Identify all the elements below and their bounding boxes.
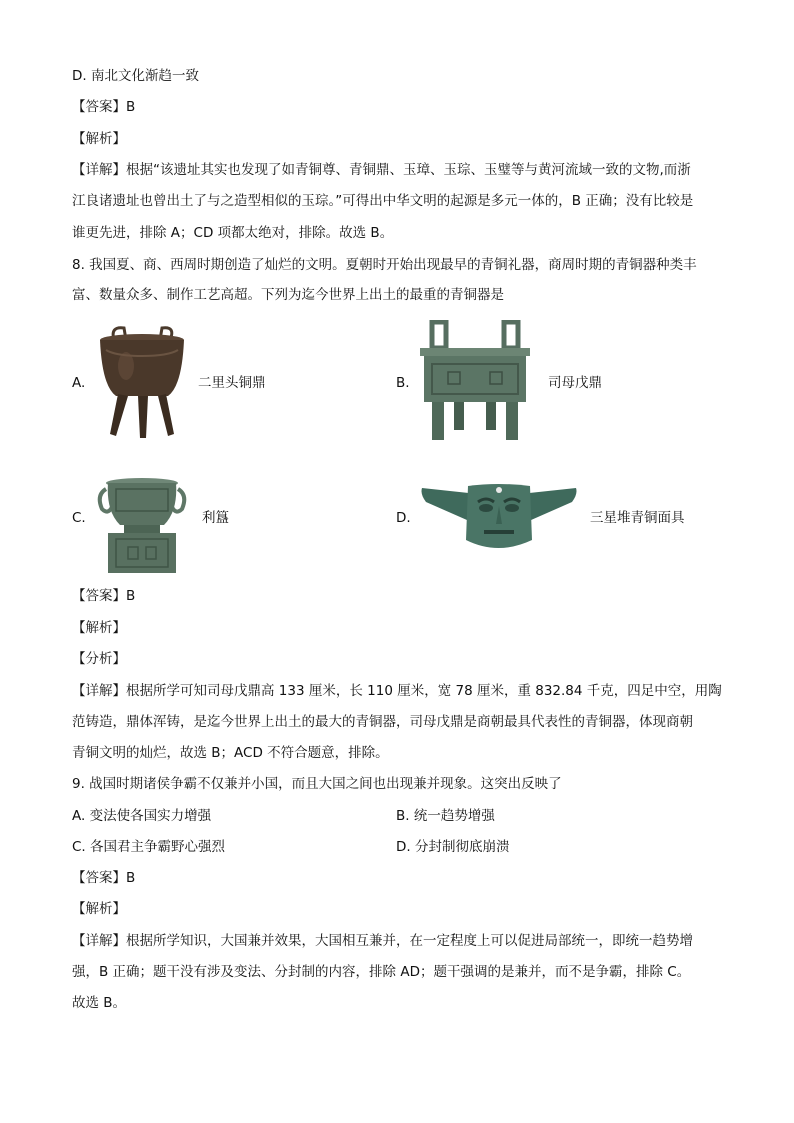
q8-option-c-caption: 利簋 (202, 510, 229, 526)
q7-analysis-label: 【解析】 (72, 131, 126, 147)
sanxingdui-mask-image (418, 480, 580, 558)
q8-stem-line-2: 富、数量众多、制作工艺高超。下列为迄今世界上出土的最重的青铜器是 (72, 287, 504, 303)
q8-option-d-caption: 三星堆青铜面具 (590, 510, 685, 526)
q8-option-d-letter: D. (396, 510, 411, 526)
simuwu-ding-image (418, 320, 532, 442)
q8-detail-line-3: 青铜文明的灿烂，故选 B；ACD 不符合题意，排除。 (72, 745, 389, 761)
erlitou-ding-image (96, 326, 188, 440)
q9-option-c: C. 各国君主争霸野心强烈 (72, 839, 226, 855)
q8-analysis-label: 【解析】 (72, 620, 126, 636)
q8-detail-line-2: 范铸造，鼎体浑铸，是迄今世界上出土的最大的青铜器，司母戊鼎是商朝最具代表性的青铜器，体现商朝 (72, 714, 693, 730)
q8-option-a-caption: 二里头铜鼎 (198, 375, 266, 391)
q9-detail-line-3: 故选 B。 (72, 995, 127, 1011)
q8-fenxi-label: 【分析】 (72, 651, 126, 667)
q8-option-b-caption: 司母戊鼎 (548, 375, 602, 391)
q7-detail-line-3: 谁更先进，排除 A；CD 项都太绝对，排除。故选 B。 (72, 225, 394, 241)
q8-detail-line-1: 【详解】根据所学可知司母戊鼎高 133 厘米，长 110 厘米，宽 78 厘米，重 832.84 千克，四足中空，用陶 (72, 683, 722, 699)
q9-option-a: A. 变法使各国实力增强 (72, 808, 212, 824)
q9-detail-line-2: 强，B 正确；题干没有涉及变法、分封制的内容，排除 AD；题干强调的是兼并，而不是争霸，排除 C。 (72, 964, 691, 980)
ligui-image (94, 475, 190, 575)
q9-option-b: B. 统一趋势增强 (396, 808, 495, 824)
q7-answer: 【答案】B (72, 99, 136, 115)
q7-detail-line-1: 【详解】根据“该遗址其实也发现了如青铜尊、青铜鼎、玉璋、玉琮、玉璧等与黄河流域一致的文物,而浙 (72, 162, 691, 178)
q7-option-d: D. 南北文化渐趋一致 (72, 68, 199, 84)
q7-detail-line-2: 江良诸遗址也曾出土了与之造型相似的玉琮。”可得出中华文明的起源是多元一体的，B 正确；没有比较是 (72, 193, 694, 209)
q8-stem-line-1: 8. 我国夏、商、西周时期创造了灿烂的文明。夏朝时开始出现最早的青铜礼器，商周时期的青铜器种类丰 (72, 257, 697, 273)
q8-option-a-letter: A. (72, 375, 86, 391)
q9-option-d: D. 分封制彻底崩溃 (396, 839, 510, 855)
q9-stem: 9. 战国时期诸侯争霸不仅兼并小国，而且大国之间也出现兼并现象。这突出反映了 (72, 776, 562, 792)
q9-detail-line-1: 【详解】根据所学知识，大国兼并效果，大国相互兼并，在一定程度上可以促进局部统一，即统一趋势增 (72, 933, 693, 949)
q8-option-c-letter: C. (72, 510, 86, 526)
q9-answer: 【答案】B (72, 870, 136, 886)
q8-option-b-letter: B. (396, 375, 410, 391)
q8-answer: 【答案】B (72, 588, 136, 604)
q9-analysis-label: 【解析】 (72, 901, 126, 917)
